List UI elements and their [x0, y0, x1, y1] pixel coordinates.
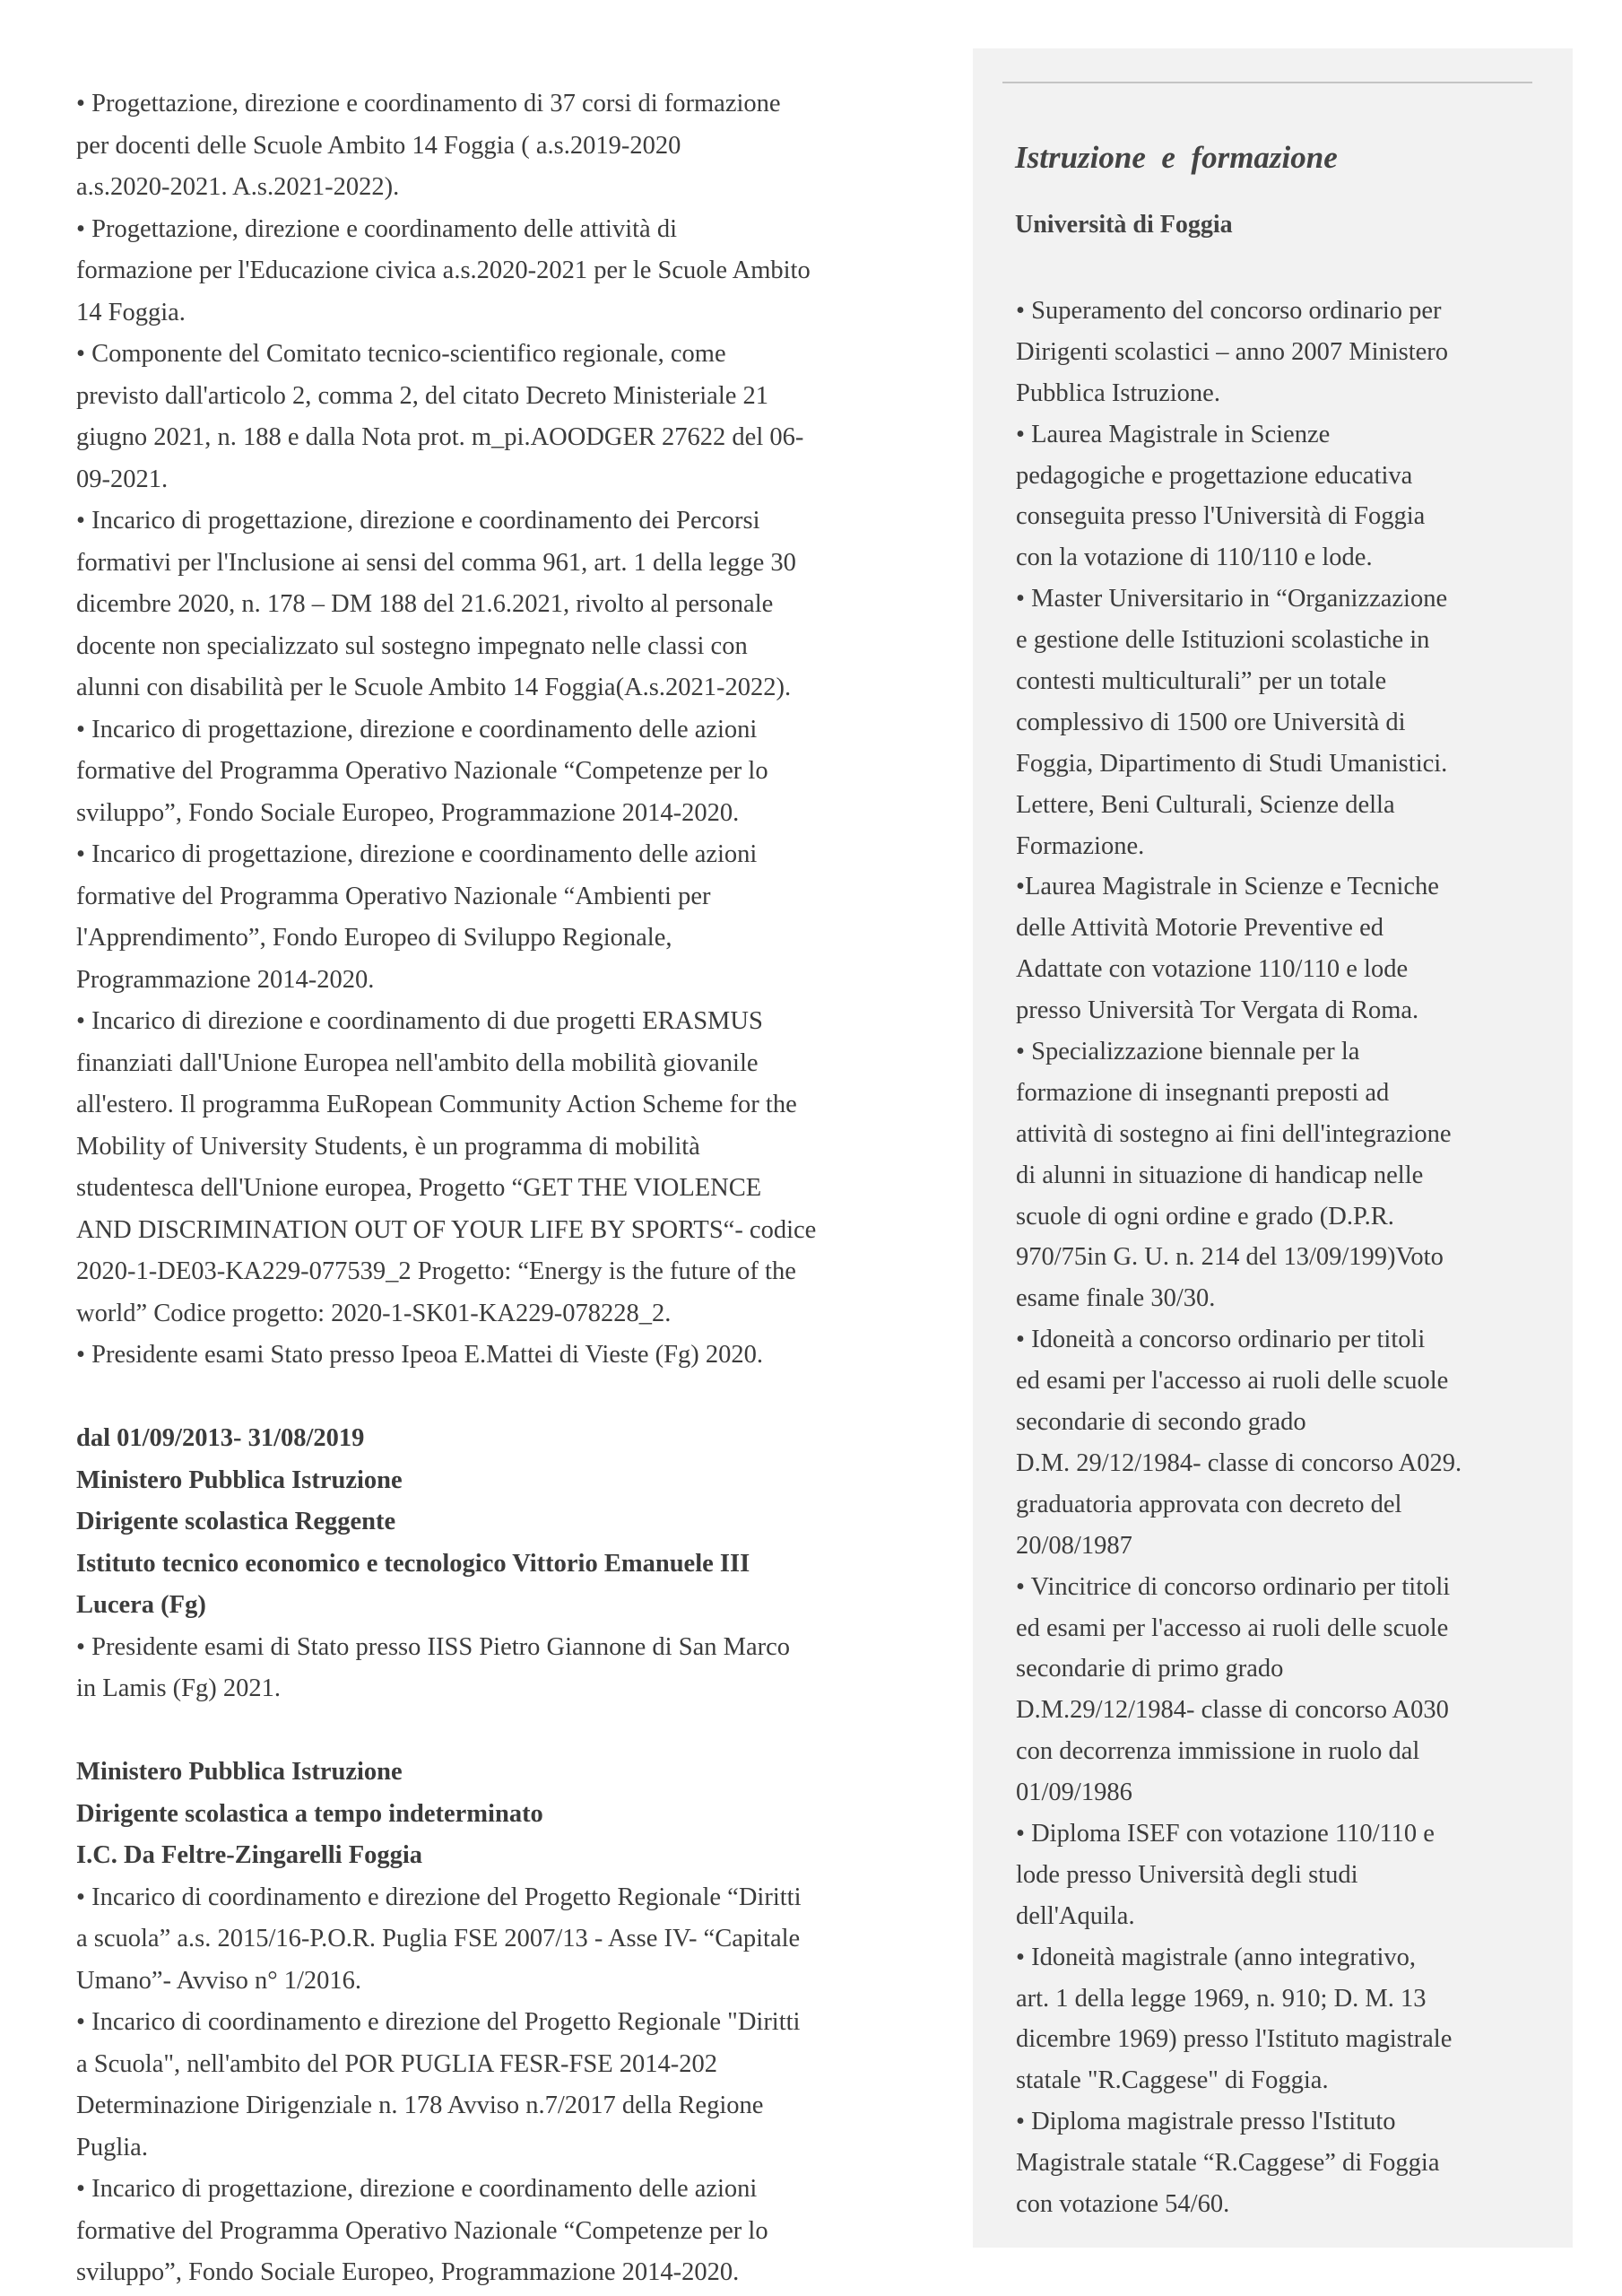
section-header-line: Istituto tecnico economico e tecnologico Vittorio Emanuele III	[76, 1549, 750, 1578]
education-text-line: 970/75in G. U. n. 214 del 13/09/199)Voto	[1016, 1243, 1444, 1272]
education-text-line: secondarie di primo grado	[1016, 1655, 1284, 1683]
education-text-line: di alunni in situazione di handicap nelle	[1016, 1161, 1424, 1189]
text-line: formative del Programma Operativo Nazionale “Ambienti per	[76, 882, 711, 910]
education-text-line: delle Attività Motorie Preventive ed	[1016, 914, 1383, 943]
education-text-line: 20/08/1987	[1016, 1531, 1132, 1560]
education-text-line: contesti multiculturali” per un totale	[1016, 667, 1387, 696]
text-line: dicembre 2020, n. 178 – DM 188 del 21.6.2021, rivolto al personale	[76, 590, 774, 618]
text-line: finanziati dall'Unione Europea nell'ambito della mobilità giovanile	[76, 1048, 759, 1077]
text-line: formativi per l'Inclusione ai sensi del comma 961, art. 1 della legge 30	[76, 548, 796, 577]
section-header-line: I.C. Da Feltre-Zingarelli Foggia	[76, 1841, 423, 1869]
text-line: • Progettazione, direzione e coordinamento delle attività di	[76, 214, 677, 243]
education-text-line: • Vincitrice di concorso ordinario per titoli	[1016, 1572, 1451, 1601]
text-line: Mobility of University Students, è un programma di mobilità	[76, 1132, 700, 1161]
section-header-line: Dirigente scolastica a tempo indeterminato	[76, 1799, 543, 1828]
section-header-line: Ministero Pubblica Istruzione	[76, 1465, 403, 1494]
education-text-line: dell'Aquila.	[1016, 1901, 1135, 1930]
text-line: sviluppo”, Fondo Sociale Europeo, Programmazione 2014-2020.	[76, 798, 740, 827]
text-line: giugno 2021, n. 188 e dalla Nota prot. m_pi.AOODGER 27622 del 06-	[76, 423, 804, 451]
education-text-line: Lettere, Beni Culturali, Scienze della	[1016, 790, 1395, 819]
text-line: • Incarico di coordinamento e direzione del Progetto Regionale "Diritti	[76, 2008, 801, 2036]
text-line: in Lamis (Fg) 2021.	[76, 1674, 281, 1702]
text-line: • Presidente esami Stato presso Ipeoa E.Mattei di Vieste (Fg) 2020.	[76, 1341, 764, 1369]
education-text-line: Dirigenti scolastici – anno 2007 Ministero	[1016, 337, 1449, 366]
section-heading: Istruzione e formazione	[1015, 140, 1338, 175]
text-line: l'Apprendimento”, Fondo Europeo di Sviluppo Regionale,	[76, 924, 672, 952]
education-text-line: scuole di ogni ordine e grado (D.P.R.	[1016, 1202, 1394, 1231]
education-text-line: pedagogiche e progettazione educativa	[1016, 461, 1413, 490]
text-line: • Incarico di coordinamento e direzione del Progetto Regionale “Diritti	[76, 1883, 802, 1911]
education-text-line: ed esami per l'accesso ai ruoli delle scuole	[1016, 1613, 1449, 1642]
text-line: formative del Programma Operativo Nazionale “Competenze per lo	[76, 757, 768, 785]
section-header-line: dal 01/09/2013- 31/08/2019	[76, 1424, 365, 1452]
work-experience-column	[76, 83, 937, 2294]
section-header-line: Dirigente scolastica Reggente	[76, 1508, 396, 1535]
text-line: a.s.2020-2021. A.s.2021-2022).	[76, 173, 400, 201]
education-text-line: art. 1 della legge 1969, n. 910; D. M. 13	[1016, 1984, 1427, 2013]
section-header-line: Ministero Pubblica Istruzione	[76, 1758, 403, 1786]
education-text-line: secondarie di secondo grado	[1016, 1408, 1306, 1437]
education-list	[1016, 291, 1462, 2225]
text-line: sviluppo”, Fondo Sociale Europeo, Programmazione 2014-2020.	[76, 2258, 740, 2286]
text-line: • Componente del Comitato tecnico-scientifico regionale, come	[76, 340, 726, 368]
education-text-line: • Idoneità a concorso ordinario per titoli	[1016, 1326, 1426, 1354]
education-text-line: lode presso Università degli studi	[1016, 1860, 1358, 1889]
education-text-line: • Specializzazione biennale per la	[1016, 1038, 1360, 1066]
text-line: studentesca dell'Unione europea, Progetto “GET THE VIOLENCE	[76, 1174, 762, 1202]
education-text-line: con la votazione di 110/110 e lode.	[1016, 544, 1373, 572]
institution-name: Università di Foggia	[1015, 211, 1233, 239]
text-line: alunni con disabilità per le Scuole Ambito 14 Foggia(A.s.2021-2022).	[76, 674, 792, 701]
education-text-line: attività di sostegno ai fini dell'integrazione	[1016, 1119, 1452, 1148]
education-text-line: D.M. 29/12/1984- classe di concorso A029.	[1016, 1448, 1462, 1477]
education-text-line: complessivo di 1500 ore Università di	[1016, 708, 1406, 736]
education-text-line: con decorrenza immissione in ruolo dal	[1016, 1737, 1420, 1766]
text-line: formazione per l'Educazione civica a.s.2020-2021 per le Scuole Ambito	[76, 257, 811, 284]
education-text-line: • Idoneità magistrale (anno integrativo,	[1016, 1943, 1417, 1971]
text-line: • Incarico di progettazione, direzione e coordinamento dei Percorsi	[76, 507, 760, 535]
text-line: • Incarico di progettazione, direzione e coordinamento delle azioni	[76, 840, 758, 868]
text-line: • Incarico di progettazione, direzione e coordinamento delle azioni	[76, 2175, 758, 2203]
education-text-line: • Diploma magistrale presso l'Istituto	[1016, 2108, 1396, 2136]
text-line: 2020-1-DE03-KA229-077539_2 Progetto: “Energy is the future of the	[76, 1257, 796, 1285]
text-line: 14 Foggia.	[76, 298, 186, 326]
divider-rule	[1002, 82, 1532, 83]
text-line: a Scuola", nell'ambito del POR PUGLIA FESR-FSE 2014-202	[76, 2049, 718, 2078]
education-text-line: Pubblica Istruzione.	[1016, 378, 1220, 407]
education-text-line: Foggia, Dipartimento di Studi Umanistici.	[1016, 749, 1448, 778]
education-text-line: • Master Universitario in “Organizzazione	[1016, 585, 1448, 613]
education-sidebar	[973, 48, 1573, 2248]
education-text-line: D.M.29/12/1984- classe di concorso A030	[1016, 1696, 1449, 1725]
text-line: • Progettazione, direzione e coordinamento di 37 corsi di formazione	[76, 90, 781, 117]
education-text-line: con votazione 54/60.	[1016, 2189, 1230, 2218]
education-text-line: dicembre 1969) presso l'Istituto magistrale	[1016, 2025, 1453, 2054]
education-text-line: graduatoria approvata con decreto del	[1016, 1490, 1402, 1518]
text-line: AND DISCRIMINATION OUT OF YOUR LIFE BY SPORTS“- codice	[76, 1215, 817, 1244]
blank-line	[76, 1710, 937, 1752]
text-line: 09-2021.	[76, 465, 169, 493]
text-line: docente non specializzato sul sostegno impegnato nelle classi con	[76, 631, 748, 660]
text-line: world” Codice progetto: 2020-1-SK01-KA229-078228_2.	[76, 1299, 672, 1327]
education-text-line: •Laurea Magistrale in Scienze e Tecniche	[1016, 873, 1439, 901]
text-line: • Incarico di progettazione, direzione e coordinamento delle azioni	[76, 715, 758, 744]
text-line: Programmazione 2014-2020.	[76, 965, 375, 994]
text-line: Puglia.	[76, 2133, 148, 2161]
text-line: a scuola” a.s. 2015/16-P.O.R. Puglia FSE 2007/13 - Asse IV- “Capitale	[76, 1925, 801, 1952]
education-text-line: • Laurea Magistrale in Scienze	[1016, 420, 1331, 448]
education-text-line: Formazione.	[1016, 831, 1145, 860]
education-text-line: presso Università Tor Vergata di Roma.	[1016, 996, 1419, 1025]
education-text-line: esame finale 30/30.	[1016, 1284, 1216, 1313]
education-text-line: statale "R.Caggese" di Foggia.	[1016, 2066, 1329, 2095]
text-line: • Presidente esami di Stato presso IISS Pietro Giannone di San Marco	[76, 1632, 790, 1661]
education-text-line: conseguita presso l'Università di Foggia	[1016, 502, 1426, 531]
education-text-line: Adattate con votazione 110/110 e lode	[1016, 955, 1409, 984]
education-text-line: e gestione delle Istituzioni scolastiche in	[1016, 626, 1430, 655]
text-line: Determinazione Dirigenziale n. 178 Avviso n.7/2017 della Regione	[76, 2092, 764, 2119]
text-line: Umano”- Avviso n° 1/2016.	[76, 1966, 362, 1995]
education-text-line: • Superamento del concorso ordinario per	[1016, 297, 1442, 325]
text-line: formative del Programma Operativo Nazionale “Competenze per lo	[76, 2216, 768, 2245]
text-line: previsto dall'articolo 2, comma 2, del citato Decreto Ministeriale 21	[76, 381, 769, 410]
education-text-line: Magistrale statale “R.Caggese” di Foggia	[1016, 2149, 1440, 2178]
text-line: per docenti delle Scuole Ambito 14 Foggia ( a.s.2019-2020	[76, 131, 681, 160]
education-text-line: formazione di insegnanti preposti ad	[1016, 1078, 1390, 1107]
education-text-line: ed esami per l'accesso ai ruoli delle scuole	[1016, 1367, 1449, 1396]
blank-line	[76, 1377, 937, 1419]
text-line: all'estero. Il programma EuRopean Community Action Scheme for the	[76, 1091, 797, 1118]
section-header-line: Lucera (Fg)	[76, 1591, 206, 1619]
education-text-line: 01/09/1986	[1016, 1779, 1132, 1807]
text-line: • Incarico di direzione e coordinamento di due progetti ERASMUS	[76, 1007, 763, 1035]
education-text-line: • Diploma ISEF con votazione 110/110 e	[1016, 1819, 1435, 1848]
